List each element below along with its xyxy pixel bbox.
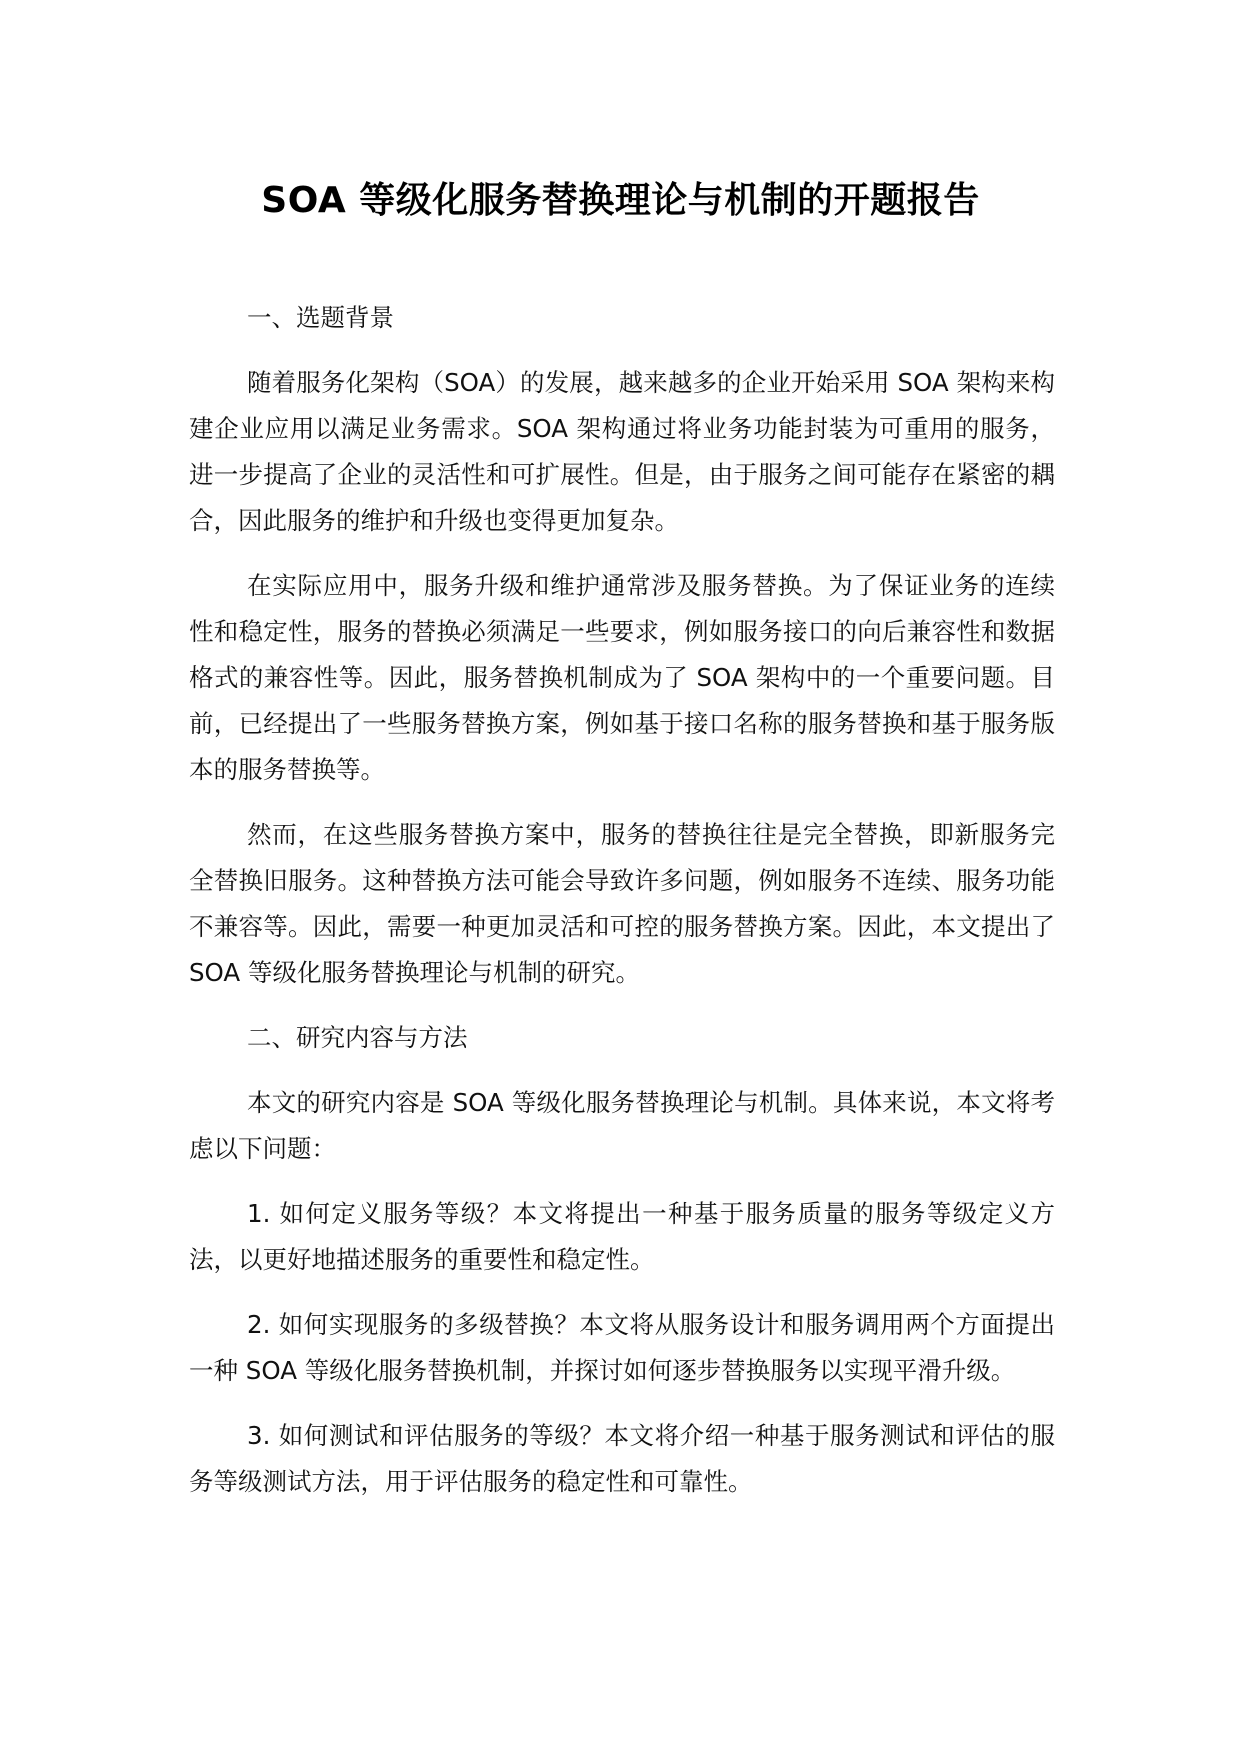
- list-item-service-level-definition: 1. 如何定义服务等级？本文将提出一种基于服务质量的服务等级定义方法，以更好地描述服务的重要性和稳定性。: [189, 1199, 1055, 1274]
- paragraph-service-replacement-requirements: 在实际应用中，服务升级和维护通常涉及服务替换。为了保证业务的连续性和稳定性，服务的替换必须满足一些要求，例如服务接口的向后兼容性和数据格式的兼容性等。因此，服务替换机制成为了 SOA 架构中的一个重要问题。目前，已经提出了一些服务替换方案，例如基于接口名称的服务替换和基于服务版本的服务替换等。: [189, 571, 1055, 784]
- list-item-level-testing: 3. 如何测试和评估服务的等级？本文将介绍一种基于服务测试和评估的服务等级测试方法，用于评估服务的稳定性和可靠性。: [189, 1421, 1055, 1496]
- section-heading-background: 一、选题背景: [247, 303, 394, 332]
- paragraph-complete-replacement-problems: 然而，在这些服务替换方案中，服务的替换往往是完全替换，即新服务完全替换旧服务。这种替换方法可能会导致许多问题，例如服务不连续、服务功能不兼容等。因此，需要一种更加灵活和可控的服务替换方案。因此，本文提出了 SOA 等级化服务替换理论与机制的研究。: [189, 820, 1055, 987]
- document-body: [189, 295, 1055, 1524]
- paragraph-research-content: 本文的研究内容是 SOA 等级化服务替换理论与机制。具体来说，本文将考虑以下问题：: [189, 1088, 1055, 1163]
- paragraph-soa-development: 随着服务化架构（SOA）的发展，越来越多的企业开始采用 SOA 架构来构建企业应用以满足业务需求。SOA 架构通过将业务功能封装为可重用的服务，进一步提高了企业的灵活性和可扩展性。但是，由于服务之间可能存在紧密的耦合，因此服务的维护和升级也变得更加复杂。: [189, 368, 1055, 535]
- section-heading-research-content: 二、研究内容与方法: [247, 1023, 468, 1052]
- document-title: SOA 等级化服务替换理论与机制的开题报告: [261, 180, 980, 221]
- list-item-multilevel-replacement: 2. 如何实现服务的多级替换？本文将从服务设计和服务调用两个方面提出一种 SOA 等级化服务替换机制，并探讨如何逐步替换服务以实现平滑升级。: [189, 1310, 1055, 1385]
